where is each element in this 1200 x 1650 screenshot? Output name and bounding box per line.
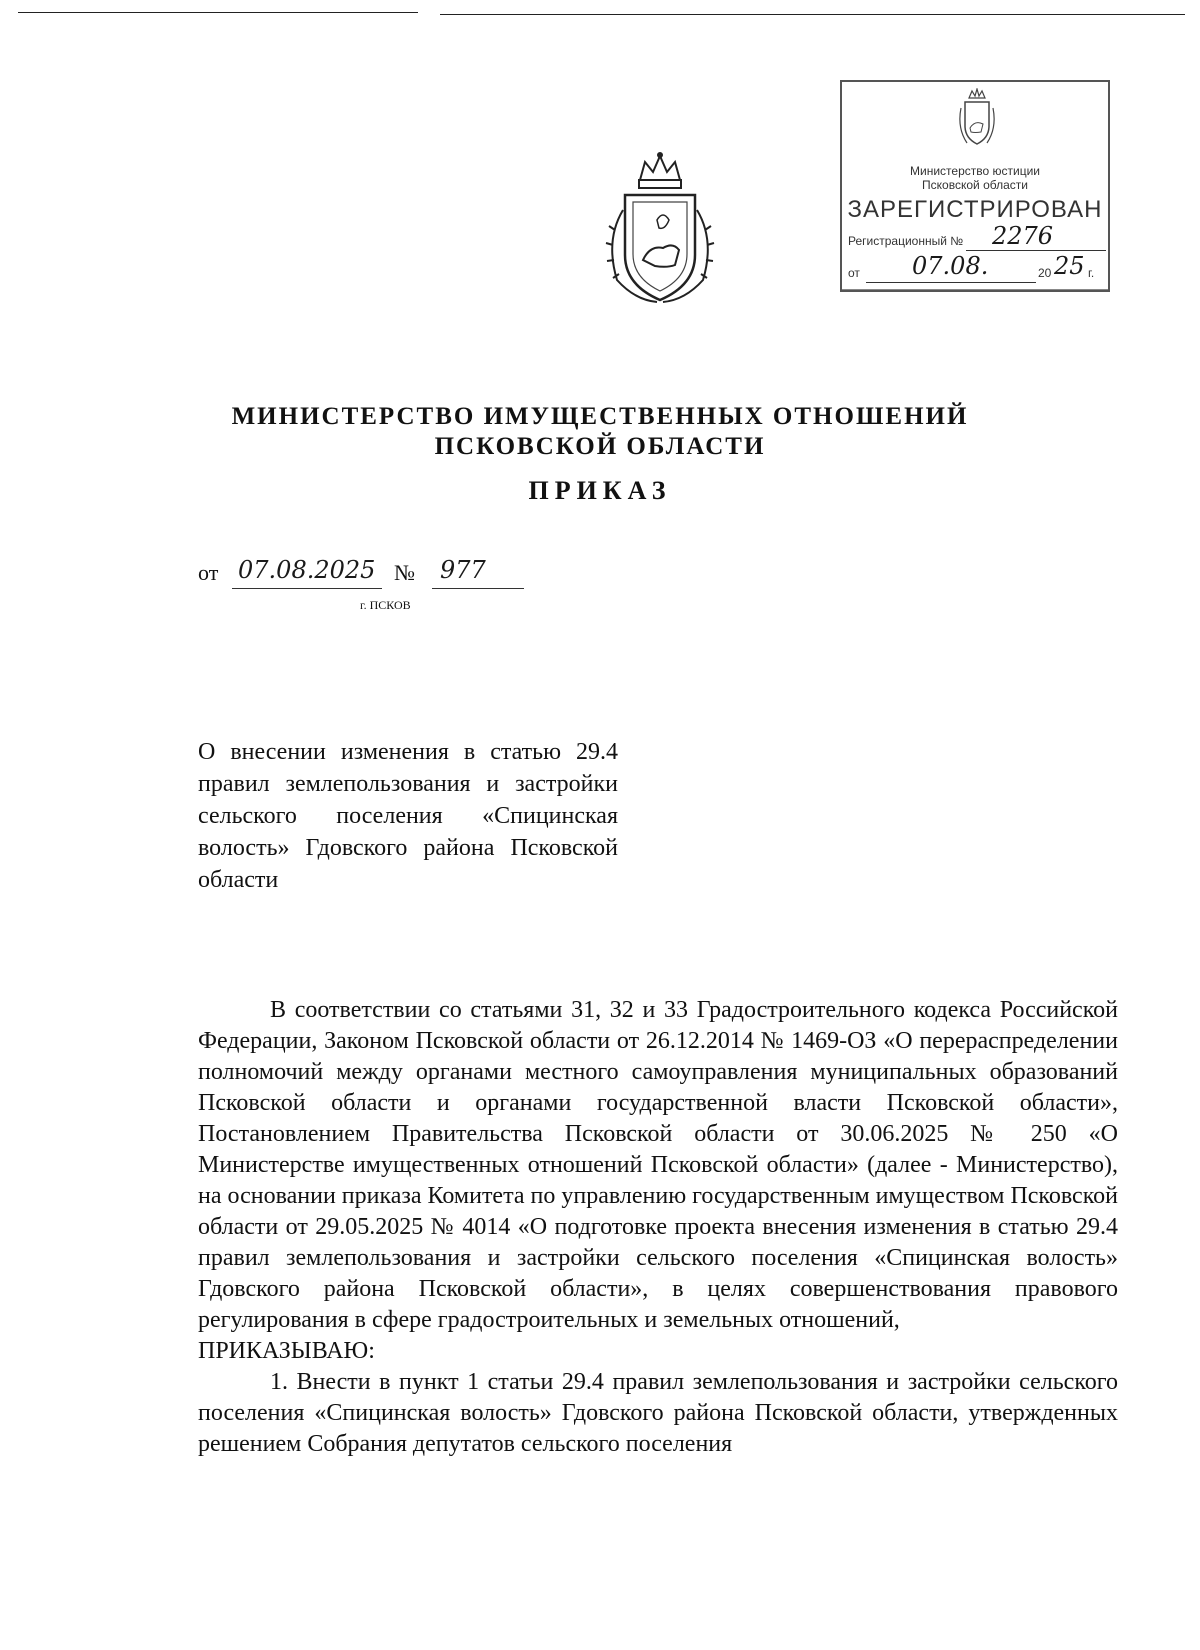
stamp-org-line2: Псковской области bbox=[922, 178, 1028, 192]
body-item-1: 1. Внести в пункт 1 статьи 29.4 правил землепользования и застройки сельского поселения «Спицинская волость» Гдовского района Псковской области, утвержденных решением Собрания депутатов сельского поселения bbox=[198, 1369, 1118, 1457]
order-date-underline bbox=[232, 588, 382, 589]
stamp-date-prefix: от bbox=[848, 266, 860, 280]
stamp-bottom-line bbox=[842, 289, 1108, 290]
order-date: 07.08.2025 bbox=[238, 556, 376, 584]
stamp-reg-label: Регистрационный № bbox=[848, 234, 964, 248]
document-body bbox=[198, 995, 1118, 1460]
body-order-word: ПРИКАЗЫВАЮ: bbox=[198, 1338, 375, 1364]
stamp-date-value: 07.08. bbox=[912, 252, 989, 280]
scan-border-line-right bbox=[440, 14, 1185, 15]
stamp-org-line1: Министерство юстиции bbox=[910, 164, 1040, 178]
pskov-coat-of-arms-icon bbox=[595, 150, 725, 310]
stamp-year-prefix: 20 bbox=[1038, 266, 1052, 280]
body-preamble: В соответствии со статьями 31, 32 и 33 Градостроительного кодекса Российской Федерации, Законом Псковской области от 26.12.2014 № 1469-ОЗ «О перераспределении полномочий между органами местного самоуправления муниципальных образований Псковской области и органами государственной власти Псковской области», Постановлением Правительства Псковской области от 30.06.2025 № 250 «О Министерстве имущественных отношений Псковской области» (далее - Министерство), на основании приказа Комитета по управлению государственным имуществом Псковской области от 29.05.2025 № 4014 «О подготовке проекта внесения изменения в статью 29.4 правил землепользования и застройки сельского поселения «Спицинская волость» Гдовского района Псковской области», в целях совершенствования правового регулирования в сфере градостроительных и земельных отношений, bbox=[198, 997, 1118, 1333]
ministry-name-line1: МИНИСТЕРСТВО ИМУЩЕСТВЕННЫХ ОТНОШЕНИЙ bbox=[231, 403, 969, 430]
stamp-reg-number: 2276 bbox=[992, 222, 1054, 250]
stamp-status: ЗАРЕГИСТРИРОВАН bbox=[847, 196, 1103, 223]
order-date-row bbox=[198, 560, 218, 586]
order-date-prefix: от bbox=[198, 560, 219, 585]
document-title: О внесении изменения в статью 29.4 правил землепользования и застройки сельского поселения «Спицинская волость» Гдовского района Псковской области bbox=[198, 739, 618, 893]
order-number-prefix: № bbox=[394, 560, 415, 585]
order-city: г. ПСКОВ bbox=[360, 598, 411, 612]
ministry-name-line2: ПСКОВСКОЙ ОБЛАСТИ bbox=[434, 433, 766, 460]
registration-stamp bbox=[840, 80, 1110, 292]
scan-border-line-left bbox=[18, 12, 418, 13]
stamp-year-suffix: 25 bbox=[1054, 252, 1085, 280]
stamp-reg-underline bbox=[966, 250, 1106, 251]
stamp-date-underline bbox=[866, 282, 1036, 283]
document-type: ПРИКАЗ bbox=[528, 476, 672, 505]
stamp-year-unit: г. bbox=[1088, 266, 1095, 280]
order-number: 977 bbox=[440, 556, 486, 584]
order-number-underline bbox=[432, 588, 524, 589]
pskov-coat-of-arms-small-icon bbox=[957, 88, 997, 148]
